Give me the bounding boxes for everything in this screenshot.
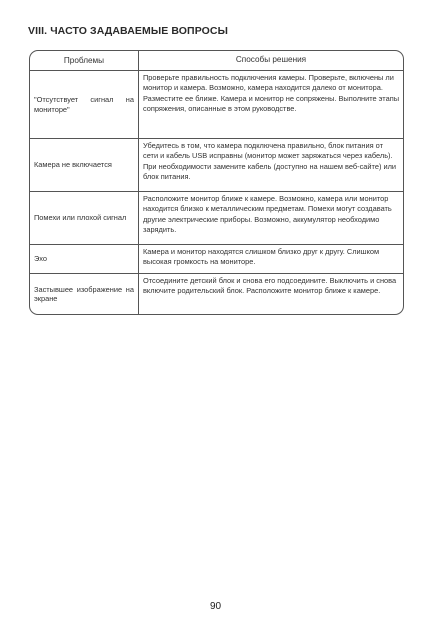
problem-text: Эхо [34, 254, 48, 264]
problem-text: Помехи или плохой сигнал [34, 213, 127, 223]
problem-cell [30, 139, 139, 191]
section-title: VIII. ЧАСТО ЗАДАВАЕМЫЕ ВОПРОСЫ [28, 25, 228, 37]
table-row [30, 138, 403, 191]
table-row [30, 70, 403, 138]
header-problems: Проблемы [30, 51, 139, 70]
faq-table [29, 50, 404, 315]
problem-text: "Отсутствует сигнал на мониторе" [34, 95, 134, 114]
table-row [30, 273, 403, 314]
solution-cell: Проверьте правильность подключения камеры. Проверьте, включены ли монитор и камера. Возможно, камера находится далеко от монитора. Разместите ее ближе. Камера и монитор не сопряжены. Выполните этапы сопряжения, описанные в этом руководстве. [143, 73, 400, 114]
page-number: 90 [209, 601, 222, 612]
table-row [30, 244, 403, 273]
solution-cell: Убедитесь в том, что камера подключена правильно, блок питания от сети и кабель USB исправны (монитор может заряжаться через кабель). При необходимости замените кабель (доступно на нашем веб-сайте) или блок питания. [143, 141, 397, 182]
problem-cell [30, 192, 139, 244]
problem-cell [30, 71, 139, 138]
table-row [30, 191, 403, 244]
solution-cell: Камера и монитор находятся слишком близко друг к другу. Слишком высокая громкость на мониторе. [143, 247, 380, 267]
problem-text: Камера не включается [34, 160, 112, 170]
solution-cell: Расположите монитор ближе к камере. Возможно, камера или монитор находится близко к металлическим предметам. Помехи могут создавать другие электрические приборы. Возможно, аккумулятор необходимо зарядить. [143, 194, 392, 235]
solution-cell: Отсоедините детский блок и снова его подсоедините. Выключить и снова включите родительский блок. Расположите монитор ближе к камере. [143, 276, 397, 296]
problem-cell [30, 274, 139, 314]
table-header-row [30, 51, 403, 70]
problem-text: Застывшее изображение на экране [34, 284, 134, 303]
header-solutions: Способы решения [235, 55, 307, 65]
problem-cell [30, 245, 139, 273]
